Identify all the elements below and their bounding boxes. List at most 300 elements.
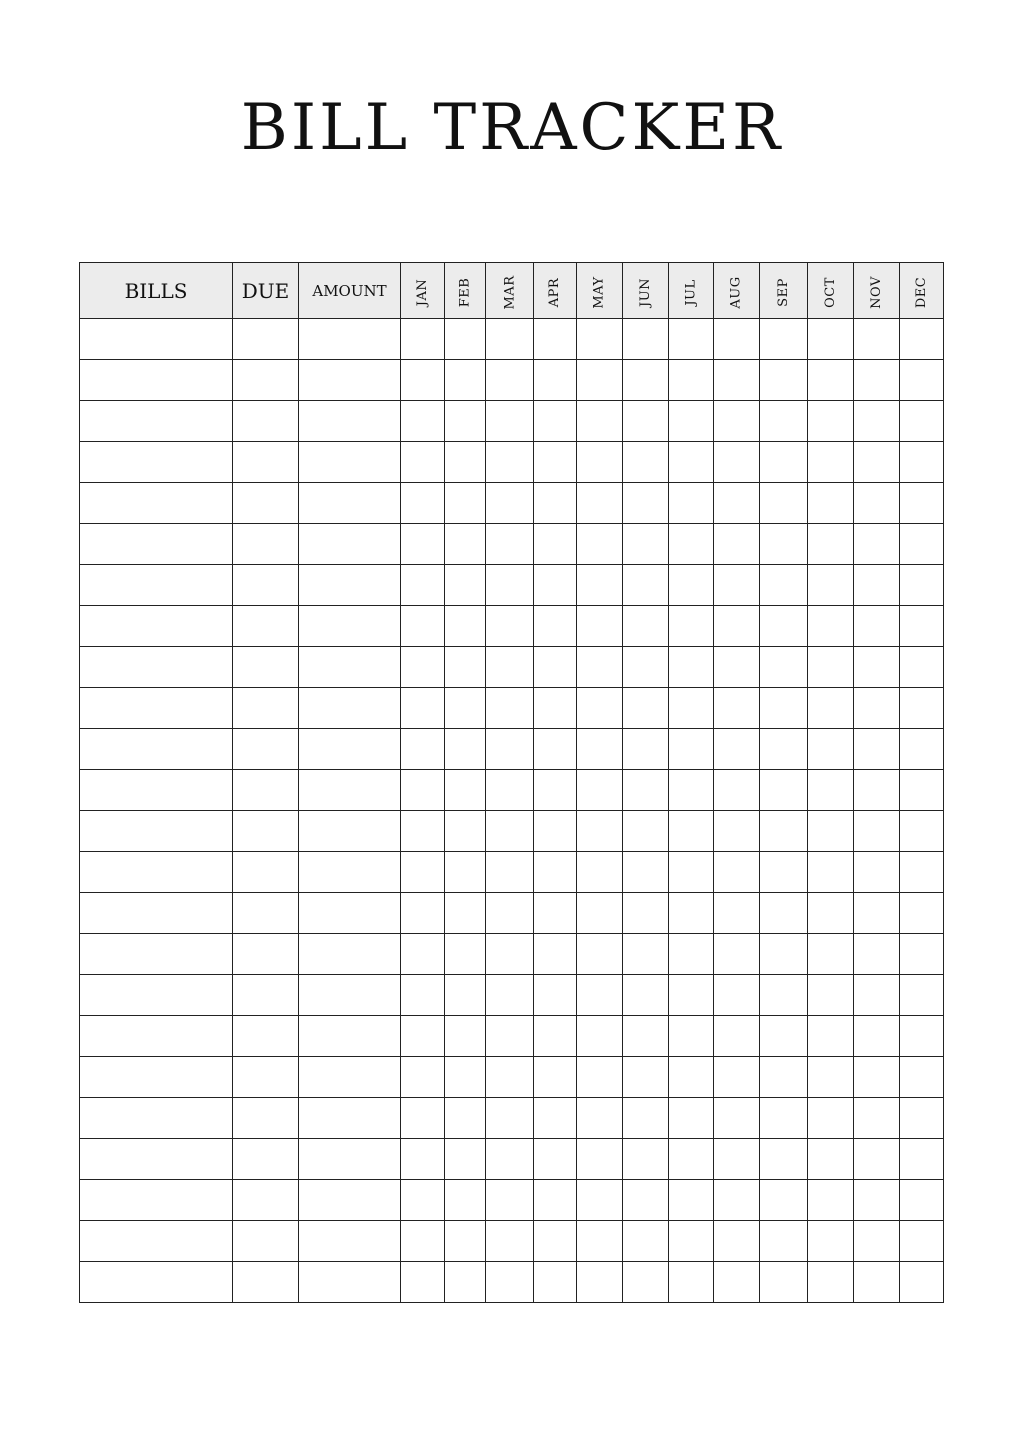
paid-oct-cell[interactable] [808, 770, 854, 811]
paid-may-cell[interactable] [577, 811, 623, 852]
paid-oct-cell[interactable] [808, 360, 854, 401]
paid-oct-cell[interactable] [808, 524, 854, 565]
paid-feb-cell[interactable] [445, 319, 486, 360]
paid-jul-cell[interactable] [669, 401, 714, 442]
paid-sep-cell[interactable] [760, 360, 808, 401]
paid-apr-cell[interactable] [534, 1098, 577, 1139]
paid-nov-cell[interactable] [854, 442, 900, 483]
paid-feb-cell[interactable] [445, 360, 486, 401]
paid-mar-cell[interactable] [486, 893, 534, 934]
amount-cell[interactable] [299, 319, 401, 360]
paid-dec-cell[interactable] [900, 1221, 944, 1262]
paid-aug-cell[interactable] [714, 1180, 760, 1221]
bill-name-cell[interactable] [80, 360, 233, 401]
bill-name-cell[interactable] [80, 1098, 233, 1139]
paid-jun-cell[interactable] [623, 1139, 669, 1180]
paid-feb-cell[interactable] [445, 1139, 486, 1180]
paid-may-cell[interactable] [577, 1139, 623, 1180]
paid-feb-cell[interactable] [445, 770, 486, 811]
paid-apr-cell[interactable] [534, 1057, 577, 1098]
paid-nov-cell[interactable] [854, 934, 900, 975]
paid-jan-cell[interactable] [401, 647, 445, 688]
paid-mar-cell[interactable] [486, 1016, 534, 1057]
paid-dec-cell[interactable] [900, 565, 944, 606]
paid-may-cell[interactable] [577, 852, 623, 893]
paid-oct-cell[interactable] [808, 647, 854, 688]
paid-feb-cell[interactable] [445, 934, 486, 975]
paid-sep-cell[interactable] [760, 524, 808, 565]
paid-oct-cell[interactable] [808, 811, 854, 852]
paid-mar-cell[interactable] [486, 565, 534, 606]
paid-nov-cell[interactable] [854, 1098, 900, 1139]
paid-mar-cell[interactable] [486, 360, 534, 401]
due-date-cell[interactable] [233, 975, 299, 1016]
paid-apr-cell[interactable] [534, 647, 577, 688]
paid-mar-cell[interactable] [486, 852, 534, 893]
paid-jun-cell[interactable] [623, 1221, 669, 1262]
amount-cell[interactable] [299, 1139, 401, 1180]
paid-jun-cell[interactable] [623, 1180, 669, 1221]
bill-name-cell[interactable] [80, 934, 233, 975]
paid-dec-cell[interactable] [900, 319, 944, 360]
paid-mar-cell[interactable] [486, 688, 534, 729]
paid-nov-cell[interactable] [854, 975, 900, 1016]
paid-feb-cell[interactable] [445, 442, 486, 483]
due-date-cell[interactable] [233, 524, 299, 565]
paid-may-cell[interactable] [577, 1098, 623, 1139]
paid-feb-cell[interactable] [445, 975, 486, 1016]
paid-oct-cell[interactable] [808, 1180, 854, 1221]
paid-dec-cell[interactable] [900, 647, 944, 688]
amount-cell[interactable] [299, 360, 401, 401]
due-date-cell[interactable] [233, 360, 299, 401]
paid-jan-cell[interactable] [401, 688, 445, 729]
paid-sep-cell[interactable] [760, 729, 808, 770]
due-date-cell[interactable] [233, 893, 299, 934]
bill-name-cell[interactable] [80, 524, 233, 565]
paid-jun-cell[interactable] [623, 852, 669, 893]
paid-jan-cell[interactable] [401, 770, 445, 811]
paid-jul-cell[interactable] [669, 1057, 714, 1098]
paid-may-cell[interactable] [577, 524, 623, 565]
paid-nov-cell[interactable] [854, 565, 900, 606]
paid-apr-cell[interactable] [534, 401, 577, 442]
paid-nov-cell[interactable] [854, 893, 900, 934]
paid-feb-cell[interactable] [445, 483, 486, 524]
paid-jul-cell[interactable] [669, 729, 714, 770]
paid-jun-cell[interactable] [623, 729, 669, 770]
due-date-cell[interactable] [233, 483, 299, 524]
paid-jan-cell[interactable] [401, 852, 445, 893]
amount-cell[interactable] [299, 401, 401, 442]
paid-apr-cell[interactable] [534, 1016, 577, 1057]
paid-jul-cell[interactable] [669, 483, 714, 524]
paid-feb-cell[interactable] [445, 1221, 486, 1262]
paid-jan-cell[interactable] [401, 1262, 445, 1303]
bill-name-cell[interactable] [80, 729, 233, 770]
paid-apr-cell[interactable] [534, 893, 577, 934]
paid-mar-cell[interactable] [486, 1262, 534, 1303]
bill-name-cell[interactable] [80, 1139, 233, 1180]
paid-nov-cell[interactable] [854, 647, 900, 688]
paid-jun-cell[interactable] [623, 442, 669, 483]
paid-apr-cell[interactable] [534, 606, 577, 647]
paid-sep-cell[interactable] [760, 852, 808, 893]
due-date-cell[interactable] [233, 1221, 299, 1262]
paid-sep-cell[interactable] [760, 770, 808, 811]
paid-mar-cell[interactable] [486, 442, 534, 483]
paid-oct-cell[interactable] [808, 483, 854, 524]
due-date-cell[interactable] [233, 606, 299, 647]
paid-nov-cell[interactable] [854, 1016, 900, 1057]
paid-nov-cell[interactable] [854, 729, 900, 770]
paid-apr-cell[interactable] [534, 319, 577, 360]
bill-name-cell[interactable] [80, 1180, 233, 1221]
paid-mar-cell[interactable] [486, 319, 534, 360]
paid-sep-cell[interactable] [760, 1139, 808, 1180]
paid-sep-cell[interactable] [760, 1262, 808, 1303]
paid-apr-cell[interactable] [534, 524, 577, 565]
paid-nov-cell[interactable] [854, 1139, 900, 1180]
due-date-cell[interactable] [233, 319, 299, 360]
paid-aug-cell[interactable] [714, 852, 760, 893]
amount-cell[interactable] [299, 729, 401, 770]
paid-jul-cell[interactable] [669, 442, 714, 483]
paid-dec-cell[interactable] [900, 483, 944, 524]
paid-may-cell[interactable] [577, 1057, 623, 1098]
due-date-cell[interactable] [233, 401, 299, 442]
paid-jan-cell[interactable] [401, 1139, 445, 1180]
paid-apr-cell[interactable] [534, 1262, 577, 1303]
paid-may-cell[interactable] [577, 1262, 623, 1303]
paid-mar-cell[interactable] [486, 647, 534, 688]
bill-name-cell[interactable] [80, 1016, 233, 1057]
paid-jan-cell[interactable] [401, 975, 445, 1016]
paid-apr-cell[interactable] [534, 1221, 577, 1262]
paid-aug-cell[interactable] [714, 975, 760, 1016]
paid-feb-cell[interactable] [445, 401, 486, 442]
amount-cell[interactable] [299, 770, 401, 811]
paid-apr-cell[interactable] [534, 770, 577, 811]
amount-cell[interactable] [299, 647, 401, 688]
amount-cell[interactable] [299, 524, 401, 565]
bill-name-cell[interactable] [80, 770, 233, 811]
paid-mar-cell[interactable] [486, 606, 534, 647]
bill-name-cell[interactable] [80, 688, 233, 729]
paid-feb-cell[interactable] [445, 893, 486, 934]
paid-sep-cell[interactable] [760, 483, 808, 524]
paid-apr-cell[interactable] [534, 811, 577, 852]
paid-oct-cell[interactable] [808, 606, 854, 647]
paid-dec-cell[interactable] [900, 688, 944, 729]
paid-feb-cell[interactable] [445, 688, 486, 729]
paid-may-cell[interactable] [577, 1016, 623, 1057]
paid-may-cell[interactable] [577, 606, 623, 647]
paid-jul-cell[interactable] [669, 975, 714, 1016]
paid-jun-cell[interactable] [623, 975, 669, 1016]
paid-aug-cell[interactable] [714, 401, 760, 442]
paid-may-cell[interactable] [577, 1221, 623, 1262]
paid-feb-cell[interactable] [445, 565, 486, 606]
paid-apr-cell[interactable] [534, 852, 577, 893]
amount-cell[interactable] [299, 688, 401, 729]
due-date-cell[interactable] [233, 811, 299, 852]
paid-jan-cell[interactable] [401, 1057, 445, 1098]
paid-nov-cell[interactable] [854, 483, 900, 524]
paid-may-cell[interactable] [577, 319, 623, 360]
paid-may-cell[interactable] [577, 360, 623, 401]
paid-jun-cell[interactable] [623, 1098, 669, 1139]
paid-oct-cell[interactable] [808, 1221, 854, 1262]
paid-jan-cell[interactable] [401, 524, 445, 565]
paid-jul-cell[interactable] [669, 893, 714, 934]
bill-name-cell[interactable] [80, 975, 233, 1016]
due-date-cell[interactable] [233, 442, 299, 483]
amount-cell[interactable] [299, 811, 401, 852]
amount-cell[interactable] [299, 1098, 401, 1139]
due-date-cell[interactable] [233, 647, 299, 688]
paid-nov-cell[interactable] [854, 852, 900, 893]
due-date-cell[interactable] [233, 565, 299, 606]
paid-nov-cell[interactable] [854, 1180, 900, 1221]
paid-jul-cell[interactable] [669, 934, 714, 975]
paid-sep-cell[interactable] [760, 934, 808, 975]
paid-oct-cell[interactable] [808, 1139, 854, 1180]
paid-jul-cell[interactable] [669, 647, 714, 688]
due-date-cell[interactable] [233, 1262, 299, 1303]
paid-may-cell[interactable] [577, 401, 623, 442]
bill-name-cell[interactable] [80, 483, 233, 524]
paid-aug-cell[interactable] [714, 729, 760, 770]
paid-nov-cell[interactable] [854, 1262, 900, 1303]
paid-aug-cell[interactable] [714, 319, 760, 360]
paid-sep-cell[interactable] [760, 606, 808, 647]
paid-apr-cell[interactable] [534, 1139, 577, 1180]
paid-dec-cell[interactable] [900, 811, 944, 852]
paid-mar-cell[interactable] [486, 1057, 534, 1098]
paid-mar-cell[interactable] [486, 1180, 534, 1221]
paid-aug-cell[interactable] [714, 811, 760, 852]
paid-dec-cell[interactable] [900, 1057, 944, 1098]
paid-oct-cell[interactable] [808, 401, 854, 442]
paid-nov-cell[interactable] [854, 1221, 900, 1262]
paid-sep-cell[interactable] [760, 811, 808, 852]
paid-feb-cell[interactable] [445, 1180, 486, 1221]
paid-jul-cell[interactable] [669, 1180, 714, 1221]
due-date-cell[interactable] [233, 1180, 299, 1221]
due-date-cell[interactable] [233, 1098, 299, 1139]
paid-aug-cell[interactable] [714, 483, 760, 524]
amount-cell[interactable] [299, 934, 401, 975]
paid-may-cell[interactable] [577, 934, 623, 975]
paid-sep-cell[interactable] [760, 401, 808, 442]
paid-jan-cell[interactable] [401, 1098, 445, 1139]
paid-mar-cell[interactable] [486, 1098, 534, 1139]
paid-may-cell[interactable] [577, 647, 623, 688]
paid-may-cell[interactable] [577, 893, 623, 934]
paid-jun-cell[interactable] [623, 647, 669, 688]
amount-cell[interactable] [299, 1180, 401, 1221]
bill-name-cell[interactable] [80, 442, 233, 483]
paid-may-cell[interactable] [577, 442, 623, 483]
paid-sep-cell[interactable] [760, 319, 808, 360]
paid-dec-cell[interactable] [900, 975, 944, 1016]
paid-feb-cell[interactable] [445, 729, 486, 770]
paid-mar-cell[interactable] [486, 811, 534, 852]
paid-mar-cell[interactable] [486, 401, 534, 442]
paid-nov-cell[interactable] [854, 360, 900, 401]
paid-feb-cell[interactable] [445, 1098, 486, 1139]
paid-dec-cell[interactable] [900, 442, 944, 483]
paid-jul-cell[interactable] [669, 1139, 714, 1180]
paid-jan-cell[interactable] [401, 1016, 445, 1057]
paid-aug-cell[interactable] [714, 1221, 760, 1262]
paid-aug-cell[interactable] [714, 1098, 760, 1139]
bill-name-cell[interactable] [80, 319, 233, 360]
paid-jul-cell[interactable] [669, 1221, 714, 1262]
paid-jul-cell[interactable] [669, 688, 714, 729]
paid-feb-cell[interactable] [445, 606, 486, 647]
due-date-cell[interactable] [233, 1016, 299, 1057]
paid-jan-cell[interactable] [401, 401, 445, 442]
paid-jan-cell[interactable] [401, 360, 445, 401]
paid-jan-cell[interactable] [401, 811, 445, 852]
bill-name-cell[interactable] [80, 1262, 233, 1303]
due-date-cell[interactable] [233, 729, 299, 770]
paid-dec-cell[interactable] [900, 1262, 944, 1303]
paid-nov-cell[interactable] [854, 688, 900, 729]
paid-aug-cell[interactable] [714, 688, 760, 729]
paid-nov-cell[interactable] [854, 770, 900, 811]
amount-cell[interactable] [299, 565, 401, 606]
paid-apr-cell[interactable] [534, 975, 577, 1016]
paid-mar-cell[interactable] [486, 1221, 534, 1262]
amount-cell[interactable] [299, 893, 401, 934]
paid-mar-cell[interactable] [486, 524, 534, 565]
paid-jan-cell[interactable] [401, 442, 445, 483]
paid-sep-cell[interactable] [760, 688, 808, 729]
paid-apr-cell[interactable] [534, 934, 577, 975]
paid-oct-cell[interactable] [808, 442, 854, 483]
paid-may-cell[interactable] [577, 975, 623, 1016]
paid-aug-cell[interactable] [714, 1139, 760, 1180]
paid-jan-cell[interactable] [401, 565, 445, 606]
bill-name-cell[interactable] [80, 893, 233, 934]
paid-jun-cell[interactable] [623, 401, 669, 442]
paid-aug-cell[interactable] [714, 770, 760, 811]
paid-dec-cell[interactable] [900, 893, 944, 934]
paid-aug-cell[interactable] [714, 360, 760, 401]
paid-aug-cell[interactable] [714, 647, 760, 688]
paid-sep-cell[interactable] [760, 1098, 808, 1139]
paid-dec-cell[interactable] [900, 729, 944, 770]
amount-cell[interactable] [299, 442, 401, 483]
paid-dec-cell[interactable] [900, 934, 944, 975]
paid-aug-cell[interactable] [714, 934, 760, 975]
paid-jun-cell[interactable] [623, 360, 669, 401]
paid-sep-cell[interactable] [760, 442, 808, 483]
paid-sep-cell[interactable] [760, 1180, 808, 1221]
paid-dec-cell[interactable] [900, 1139, 944, 1180]
due-date-cell[interactable] [233, 1057, 299, 1098]
paid-jul-cell[interactable] [669, 360, 714, 401]
paid-mar-cell[interactable] [486, 1139, 534, 1180]
paid-aug-cell[interactable] [714, 565, 760, 606]
paid-aug-cell[interactable] [714, 606, 760, 647]
paid-oct-cell[interactable] [808, 893, 854, 934]
paid-dec-cell[interactable] [900, 1098, 944, 1139]
due-date-cell[interactable] [233, 934, 299, 975]
paid-jul-cell[interactable] [669, 770, 714, 811]
paid-jan-cell[interactable] [401, 1180, 445, 1221]
paid-sep-cell[interactable] [760, 893, 808, 934]
bill-name-cell[interactable] [80, 565, 233, 606]
paid-oct-cell[interactable] [808, 975, 854, 1016]
paid-apr-cell[interactable] [534, 1180, 577, 1221]
paid-aug-cell[interactable] [714, 442, 760, 483]
paid-feb-cell[interactable] [445, 524, 486, 565]
bill-name-cell[interactable] [80, 606, 233, 647]
paid-oct-cell[interactable] [808, 1262, 854, 1303]
paid-jul-cell[interactable] [669, 1262, 714, 1303]
paid-dec-cell[interactable] [900, 1016, 944, 1057]
paid-jul-cell[interactable] [669, 565, 714, 606]
paid-mar-cell[interactable] [486, 975, 534, 1016]
amount-cell[interactable] [299, 1057, 401, 1098]
paid-feb-cell[interactable] [445, 647, 486, 688]
bill-name-cell[interactable] [80, 811, 233, 852]
paid-dec-cell[interactable] [900, 852, 944, 893]
paid-may-cell[interactable] [577, 688, 623, 729]
paid-sep-cell[interactable] [760, 1016, 808, 1057]
paid-may-cell[interactable] [577, 483, 623, 524]
paid-jul-cell[interactable] [669, 1098, 714, 1139]
bill-name-cell[interactable] [80, 1221, 233, 1262]
paid-jan-cell[interactable] [401, 606, 445, 647]
paid-sep-cell[interactable] [760, 565, 808, 606]
paid-nov-cell[interactable] [854, 1057, 900, 1098]
paid-jun-cell[interactable] [623, 893, 669, 934]
paid-dec-cell[interactable] [900, 606, 944, 647]
paid-nov-cell[interactable] [854, 319, 900, 360]
paid-aug-cell[interactable] [714, 1057, 760, 1098]
paid-oct-cell[interactable] [808, 1057, 854, 1098]
paid-jan-cell[interactable] [401, 1221, 445, 1262]
paid-sep-cell[interactable] [760, 975, 808, 1016]
paid-jun-cell[interactable] [623, 606, 669, 647]
paid-oct-cell[interactable] [808, 565, 854, 606]
paid-may-cell[interactable] [577, 729, 623, 770]
paid-dec-cell[interactable] [900, 524, 944, 565]
paid-oct-cell[interactable] [808, 852, 854, 893]
paid-oct-cell[interactable] [808, 934, 854, 975]
paid-jun-cell[interactable] [623, 770, 669, 811]
paid-nov-cell[interactable] [854, 524, 900, 565]
paid-oct-cell[interactable] [808, 1016, 854, 1057]
paid-aug-cell[interactable] [714, 1262, 760, 1303]
paid-apr-cell[interactable] [534, 483, 577, 524]
paid-jun-cell[interactable] [623, 319, 669, 360]
paid-jan-cell[interactable] [401, 319, 445, 360]
paid-jun-cell[interactable] [623, 483, 669, 524]
paid-apr-cell[interactable] [534, 442, 577, 483]
paid-feb-cell[interactable] [445, 1057, 486, 1098]
paid-dec-cell[interactable] [900, 770, 944, 811]
paid-mar-cell[interactable] [486, 934, 534, 975]
paid-apr-cell[interactable] [534, 360, 577, 401]
paid-may-cell[interactable] [577, 565, 623, 606]
paid-jan-cell[interactable] [401, 483, 445, 524]
